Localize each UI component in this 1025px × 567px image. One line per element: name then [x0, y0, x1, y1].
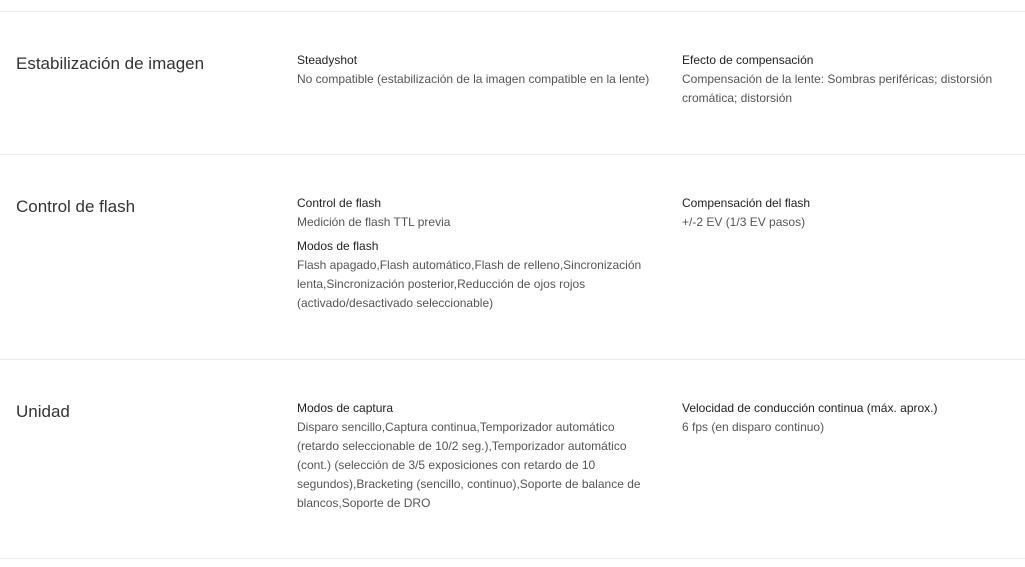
- section-title: Control de flash: [16, 197, 136, 216]
- spec-label: Modos de flash: [297, 239, 379, 253]
- spec-item-flash-control: [297, 195, 657, 232]
- spec-column-left: [297, 52, 657, 95]
- spec-label: Steadyshot: [297, 53, 358, 67]
- spec-value: Disparo sencillo,Captura continua,Temporizador automático (retardo seleccionable de 10/2 seg.),Temporizador automático (cont.) (selección de 3/5 exposiciones con retardo de 10 segundos),Bracketing (sencillo, continuo),Soporte de balance de blancos,Soporte de DRO: [297, 420, 641, 510]
- spec-label: Compensación del flash: [682, 196, 811, 210]
- spec-column-right: [682, 400, 1012, 443]
- spec-column-left: [297, 400, 657, 519]
- spec-value: 6 fps (en disparo continuo): [682, 420, 825, 434]
- spec-column-right: [682, 52, 1012, 114]
- spec-label: Control de flash: [297, 196, 382, 210]
- section-title: Estabilización de imagen: [16, 54, 205, 73]
- spec-section-flash-control: [0, 154, 1025, 359]
- spec-column-right: [682, 195, 1012, 238]
- spec-item-flash-compensation: [682, 195, 1012, 232]
- spec-label: Efecto de compensación: [682, 53, 814, 67]
- spec-value: No compatible (estabilización de la imagen compatible en la lente): [297, 72, 650, 86]
- spec-value: Compensación de la lente: Sombras periféricas; distorsión cromática; distorsión: [682, 72, 993, 105]
- spec-label: Velocidad de conducción continua (máx. aprox.): [682, 401, 938, 415]
- spec-value: +/-2 EV (1/3 EV pasos): [682, 215, 806, 229]
- section-title: Unidad: [16, 402, 70, 421]
- spec-column-left: [297, 195, 657, 319]
- spec-item-continuous-speed: [682, 400, 1012, 437]
- spec-section-image-stabilization: [0, 11, 1025, 154]
- spec-label: Modos de captura: [297, 401, 394, 415]
- spec-item-steadyshot: [297, 52, 657, 89]
- spec-item-flash-modes: [297, 238, 657, 313]
- spec-item-capture-modes: [297, 400, 657, 513]
- spec-value: Medición de flash TTL previa: [297, 215, 451, 229]
- spec-value: Flash apagado,Flash automático,Flash de relleno,Sincronización lenta,Sincronización posterior,Reducción de ojos rojos (activado/desactivado seleccionable): [297, 258, 642, 310]
- spec-item-compensation-effect: [682, 52, 1012, 108]
- spec-section-drive: [0, 359, 1025, 559]
